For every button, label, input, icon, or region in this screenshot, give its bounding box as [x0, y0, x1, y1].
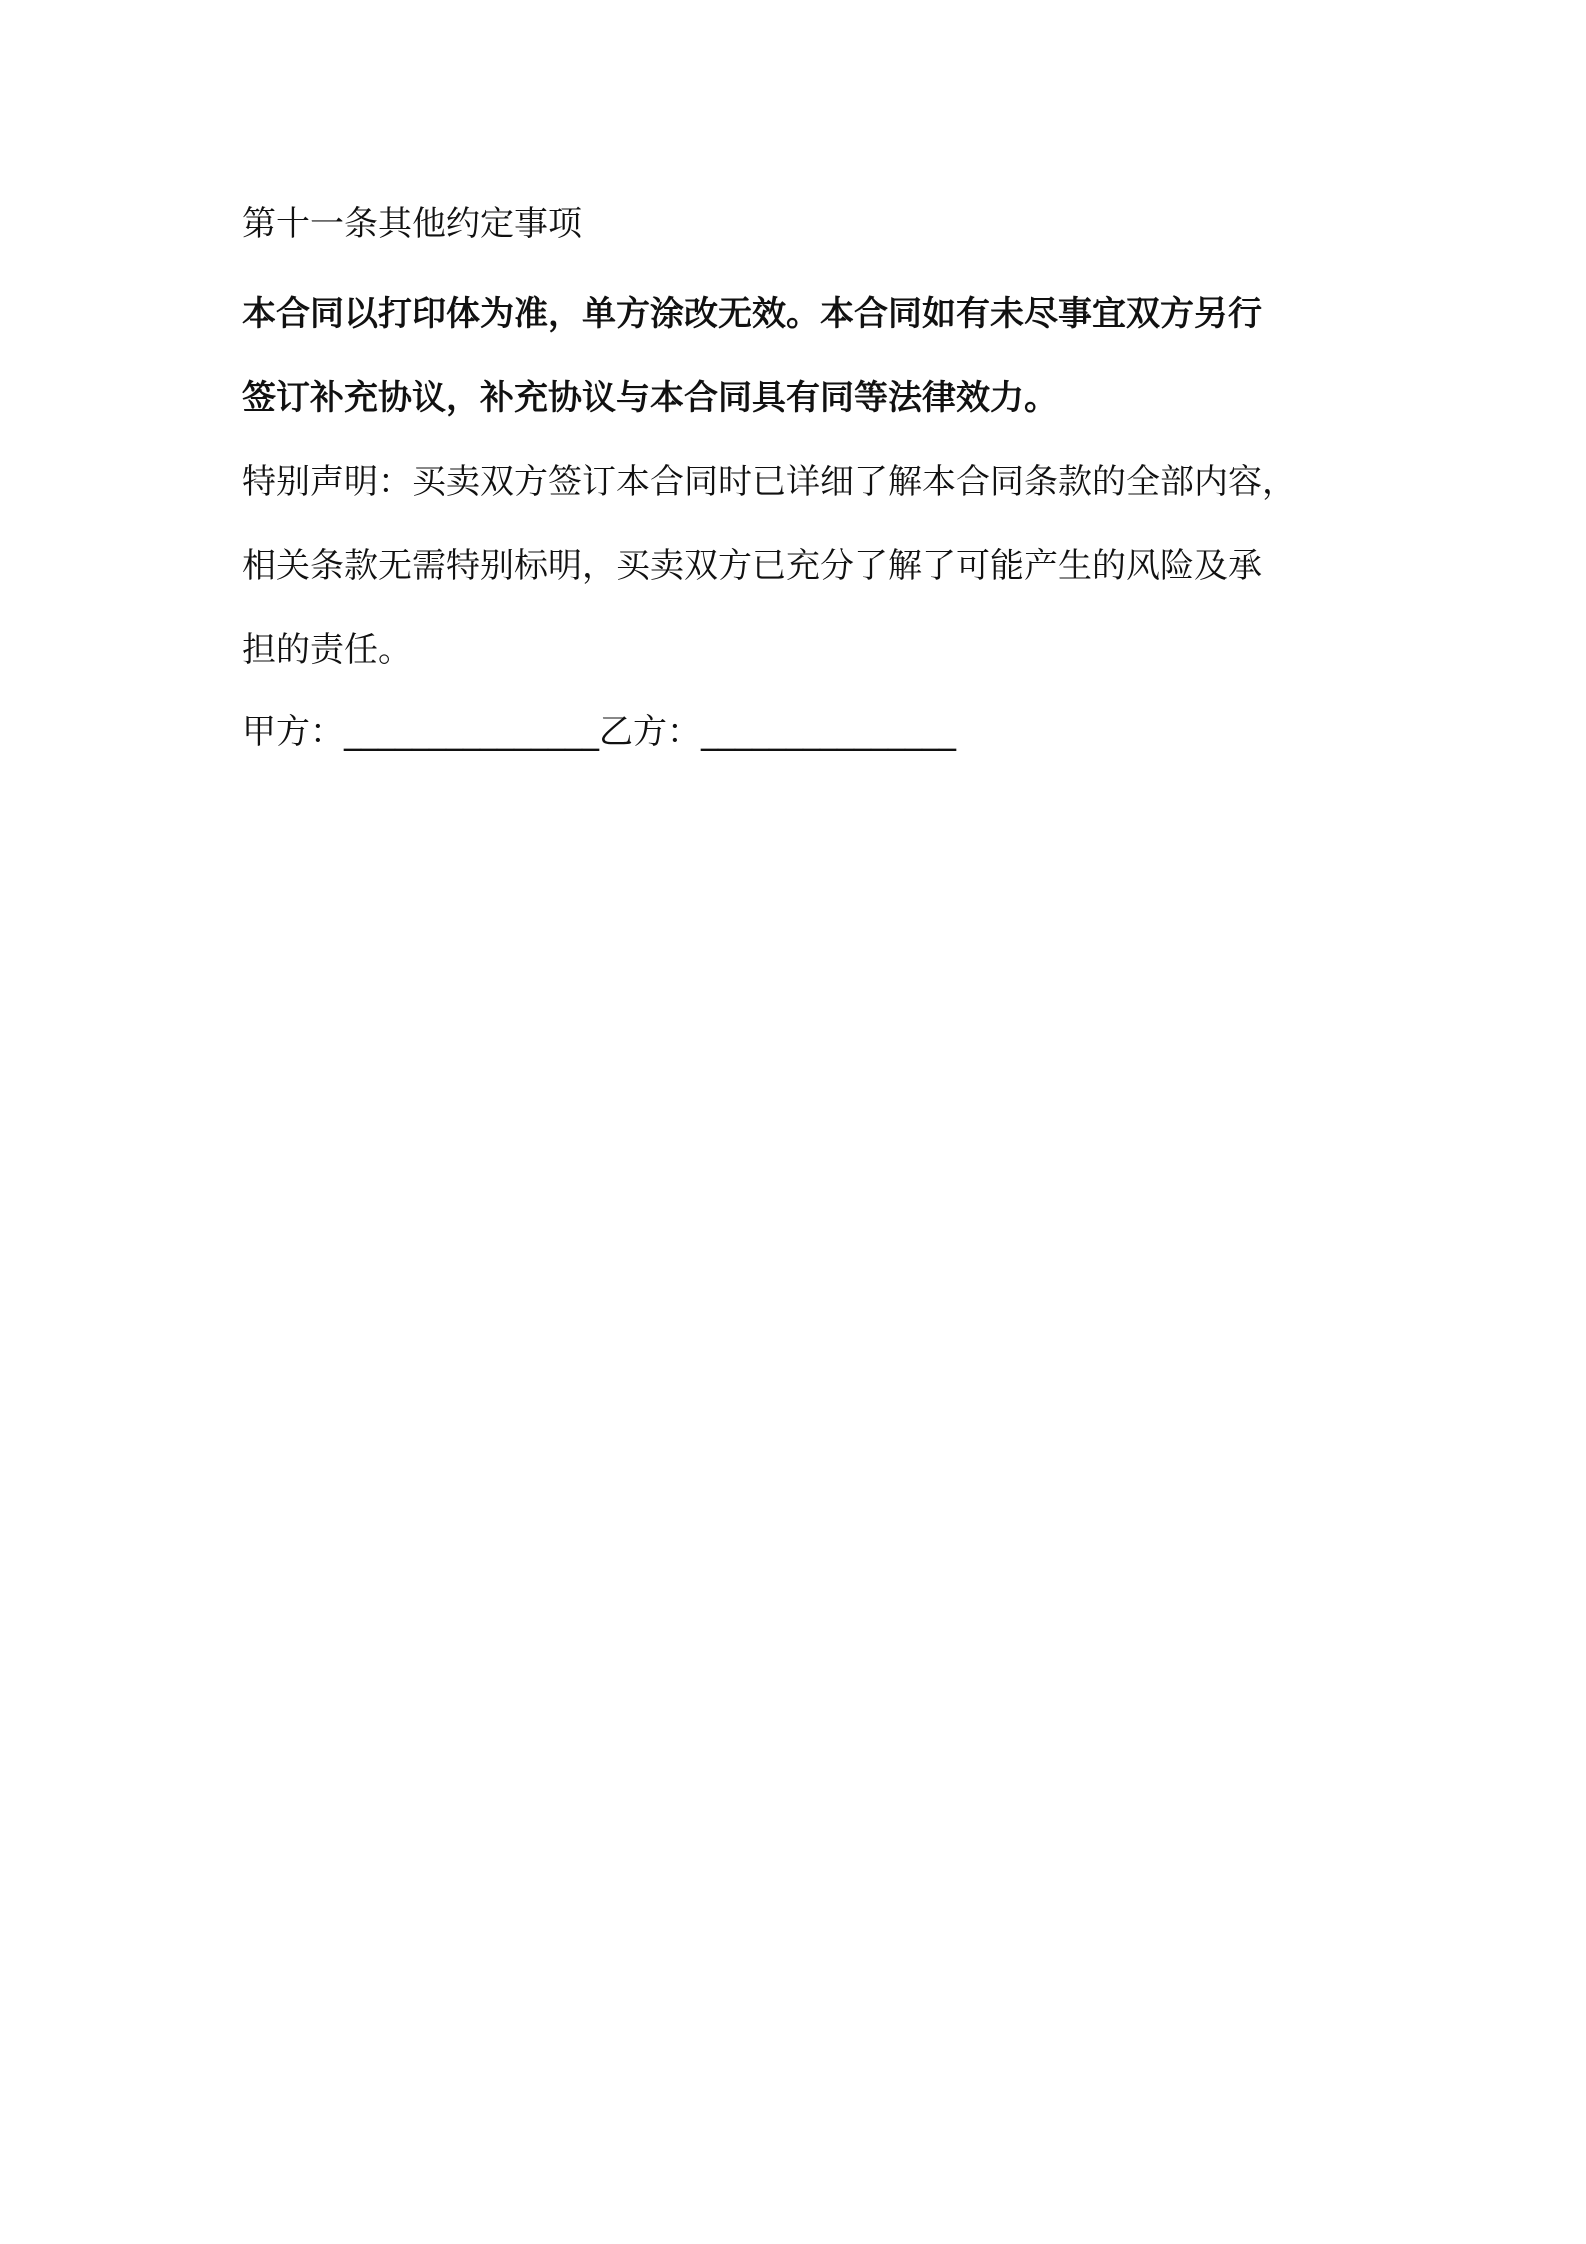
paragraph-line: 担的责任。	[242, 630, 412, 670]
party-a-signature-blank: _______________	[344, 712, 599, 752]
section-heading: 第十一条其他约定事项	[242, 204, 582, 244]
paragraph-line: 相关条款无需特别标明，买卖双方已充分了解了可能产生的风险及承	[242, 546, 1262, 586]
document-content	[242, 200, 1362, 756]
paragraph-printed-terms	[242, 272, 1362, 440]
paragraph-special-statement	[242, 440, 1362, 692]
party-b-signature-blank: _______________	[701, 712, 956, 752]
party-a-label: 甲方：	[242, 712, 344, 752]
paragraph-line: 签订补充协议，补充协议与本合同具有同等法律效力。	[242, 378, 1058, 418]
paragraph-line: 本合同以打印体为准，单方涂改无效。本合同如有未尽事宜双方另行	[242, 294, 1262, 334]
paragraph-line: 特别声明：买卖双方签订本合同时已详细了解本合同条款的全部内容，	[242, 462, 1296, 502]
signature-row	[242, 708, 1362, 756]
party-b-label: 乙方：	[599, 712, 701, 752]
